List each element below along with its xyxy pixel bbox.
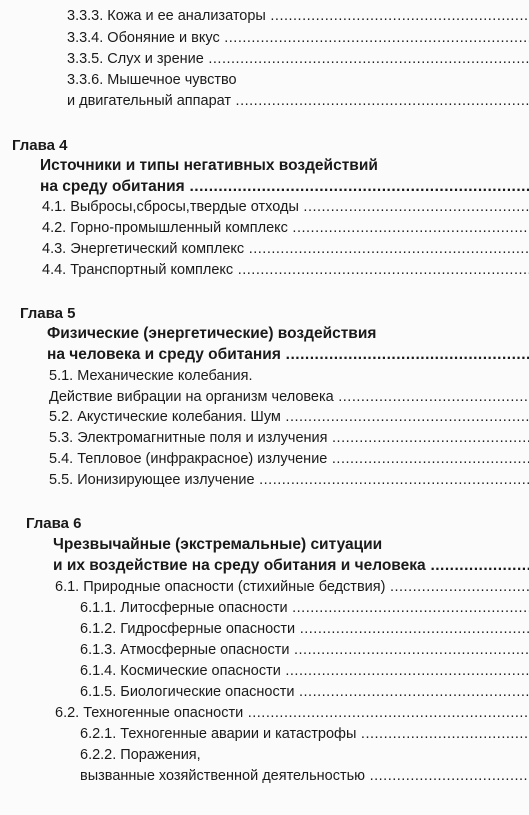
chapter-title: Источники и типы негативных воздействий [40,157,378,174]
toc-entry [55,576,529,598]
toc-entry [80,597,529,619]
toc-entry [80,681,529,703]
toc-entry-text: 4.1. Выбросы,сбросы,твердые отходы ..... [42,196,529,218]
toc-entry-text: вызванные хозяйственной деятельностью ..... [80,765,529,787]
toc-entry-text: 4.3. Энергетический комплекс ..... [42,238,529,260]
toc-entry [49,386,529,408]
toc-entry-text: 5.4. Тепловое (инфракрасное) излучение ..... [49,448,529,470]
chapter-title: Чрезвычайные (экстремальные) ситуации [53,536,383,553]
toc-entry [42,196,529,218]
toc-entry-text: 5.3. Электромагнитные поля и излучения ..... [49,427,529,449]
toc-entry [80,639,529,661]
toc-entry [49,427,529,449]
toc-entry [42,238,529,260]
chapter-title: Физические (энергетические) воздействия [47,325,377,342]
toc-entry-text: 3.3.5. Слух и зрение ..... [67,48,529,70]
toc-entry [80,618,529,640]
toc-entry [67,69,529,91]
chapter-title: на человека и среду обитания ..... [47,344,529,366]
toc-entry [80,765,529,787]
toc-entry [67,5,529,27]
toc-entry-text: 6.1.1. Литосферные опасности ..... [80,597,529,619]
toc-entry [49,406,529,428]
toc-entry [42,259,529,281]
toc-entry [55,702,529,724]
toc-entry [80,744,529,766]
toc-entry-text: и двигательный аппарат ..... [67,90,529,112]
toc-entry [49,469,529,491]
toc-entry-text: 6.1.5. Биологические опасности ..... [80,681,529,703]
toc-entry-text: 6.2.2. Поражения, [80,747,201,763]
toc-entry [42,217,529,239]
toc-entry-text: 3.3.6. Мышечное чувство [67,72,237,88]
toc-entry [67,90,529,112]
toc-entry [80,660,529,682]
toc-entry-text: 4.2. Горно-промышленный комплекс ..... [42,217,529,239]
toc-entry-text: 5.1. Механические колебания. [49,368,253,384]
toc-entry-text: Действие вибрации на организм человека ..... [49,386,529,408]
toc-entry-text: 4.4. Транспортный комплекс ..... [42,259,529,281]
toc-entry-text: 3.3.4. Обоняние и вкус ..... [67,27,529,49]
toc-entry [67,48,529,70]
toc-entry-text: 6.1.3. Атмосферные опасности ..... [80,639,529,661]
toc-entry-text: 6.1.4. Космические опасности ..... [80,660,529,682]
toc-entry-text: 5.2. Акустические колебания. Шум ..... [49,406,529,428]
toc-entry [80,723,529,745]
chapter-label: Глава 4 [12,137,68,154]
toc-entry-text: 3.3.3. Кожа и ее анализаторы ..... [67,5,529,27]
toc-entry-text: 6.2. Техногенные опасности ..... [55,702,529,724]
toc-entry-text: 5.5. Ионизирующее излучение ..... [49,469,529,491]
toc-entry-text: 6.1.2. Гидросферные опасности ..... [80,618,529,640]
toc-entry [49,365,529,387]
chapter-title: и их воздействие на среду обитания и человека ..... [53,555,529,577]
chapter-label: Глава 5 [20,305,76,322]
chapter-label: Глава 6 [26,515,82,532]
toc-entry [49,448,529,470]
toc-entry-text: 6.1. Природные опасности (стихийные бедствия) ..... [55,576,529,598]
toc-entry-text: 6.2.1. Техногенные аварии и катастрофы ..... [80,723,529,745]
chapter-title: на среду обитания ..... [40,176,529,198]
toc-entry [67,27,529,49]
